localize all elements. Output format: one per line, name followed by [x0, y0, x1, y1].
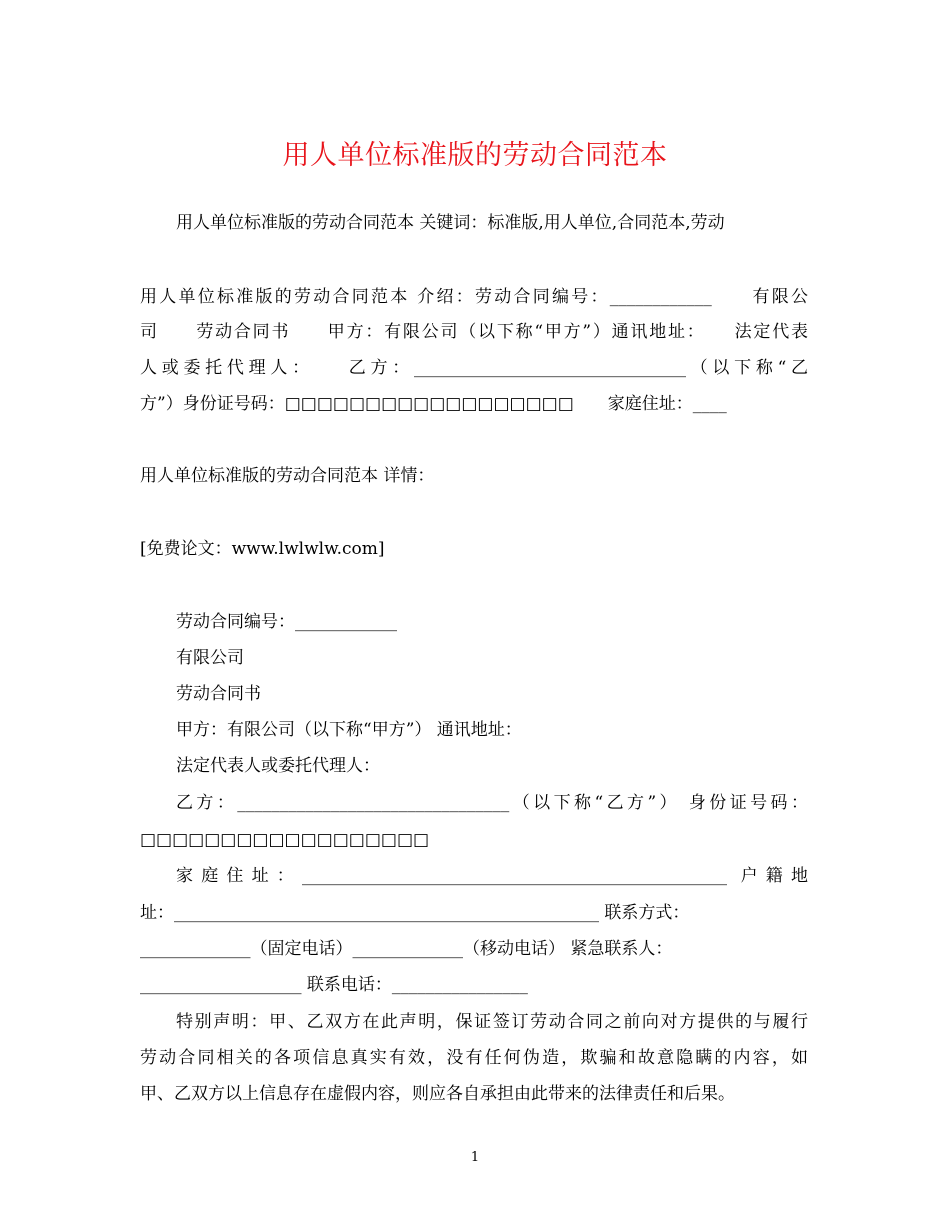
home-address-line: 家庭住址：__________________________________________________ 户籍地 — [176, 866, 808, 886]
contact-line: ___________________ 联系电话：________________ — [140, 975, 528, 995]
household-address-line: 址：__________________________________________________ 联系方式： — [140, 903, 690, 923]
keywords-line: 用人单位标准版的劳动合同范本 关键词：标准版,用人单位,合同范本,劳动 — [176, 213, 725, 233]
intro-line-4: 方”）身份证号码：□□□□□□□□□□□□□□□□□□ 家庭住址：____ — [140, 394, 727, 414]
document-title: 用人单位标准版的劳动合同范本 — [282, 140, 668, 171]
declaration-line-2: 劳动合同相关的各项信息真实有效，没有任何伪造，欺骗和故意隐瞒的内容，如 — [140, 1048, 808, 1068]
page-number: 1 — [470, 1150, 480, 1165]
details-heading: 用人单位标准版的劳动合同范本 详情： — [140, 466, 435, 486]
party-a-line: 甲方：有限公司（以下称“甲方”） 通讯地址： — [176, 720, 522, 740]
contract-title-line: 劳动合同书 — [176, 684, 261, 704]
declaration-line-1: 特别声明：甲、乙双方在此声明，保证签订劳动合同之前向对方提供的与履行 — [176, 1012, 808, 1032]
company-line: 有限公司 — [176, 648, 244, 668]
legal-rep-line: 法定代表人或委托代理人： — [176, 756, 380, 776]
declaration-line-3: 甲、乙双方以上信息存在虚假内容，则应各自承担由此带来的法律责任和后果。 — [140, 1084, 735, 1104]
intro-line-2: 司 劳动合同书 甲方：有限公司（以下称“甲方”）通讯地址： 法定代表 — [140, 322, 808, 342]
party-b-line: 乙方：________________________________（以下称“乙方”） 身份证号码： — [176, 793, 808, 813]
source-note: [免费论文：www.lwlwlw.com] — [140, 539, 385, 559]
phone-line: _____________（固定电话）_____________（移动电话） 紧急联系人： — [140, 939, 673, 959]
intro-line-1: 用人单位标准版的劳动合同范本 介绍：劳动合同编号：____________ 有限公 — [140, 287, 808, 307]
intro-line-3: 人或委托代理人： 乙方：________________________________（以下称“乙 — [140, 358, 808, 378]
contract-number-line: 劳动合同编号：____________ — [176, 612, 397, 632]
id-boxes-line: □□□□□□□□□□□□□□□□□□ — [140, 830, 430, 850]
